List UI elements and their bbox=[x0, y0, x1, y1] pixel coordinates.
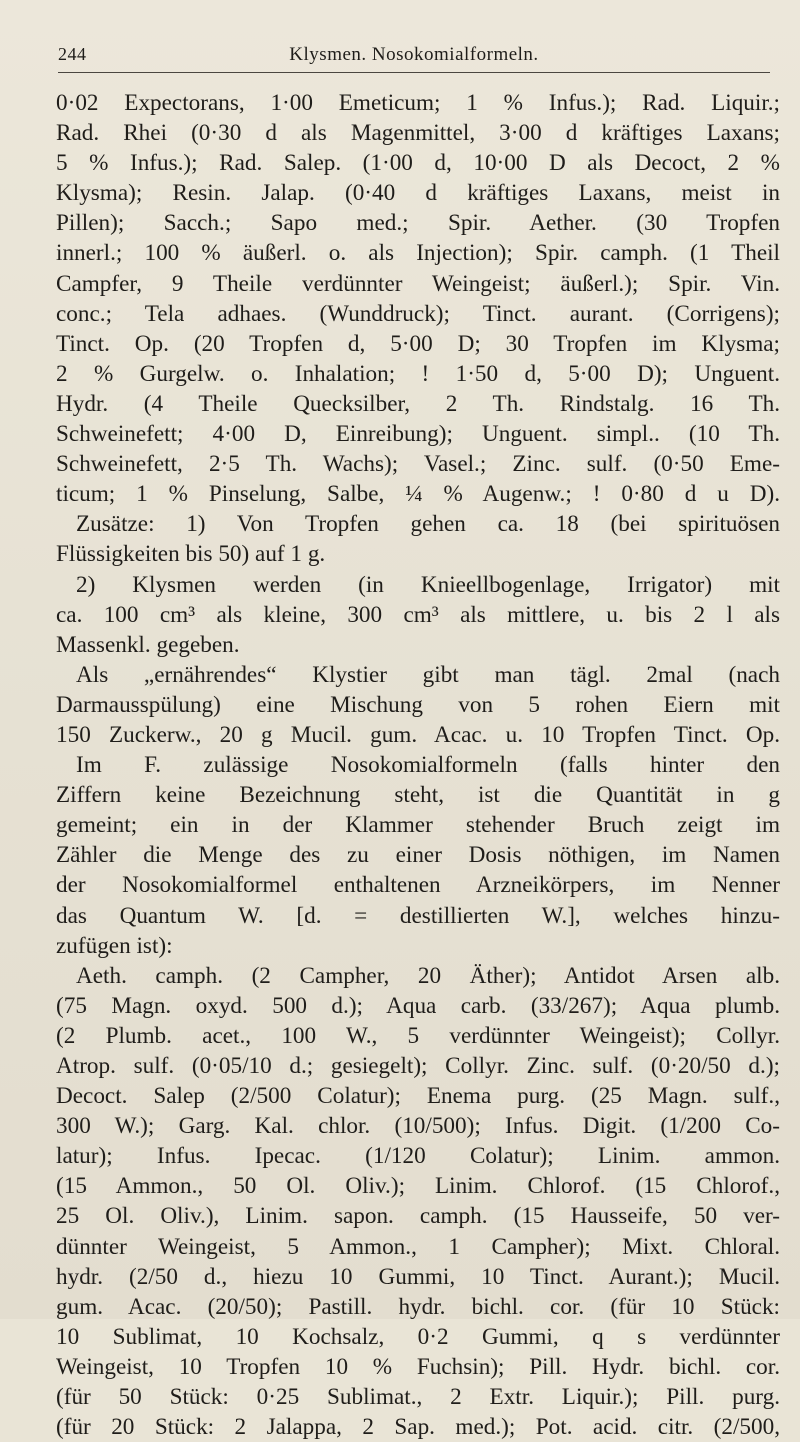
text-line: Weingeist, 10 Tropfen 10 % Fuchsin); Pill. Hydr. bichl. cor. bbox=[56, 1353, 780, 1380]
text-line: Decoct. Salep (2/500 Colatur); Enema purg. (25 Magn. sulf., bbox=[56, 1083, 780, 1110]
text-line: Im F. zulässige Nosokomialformeln (falls hinter den bbox=[76, 752, 780, 779]
text-line: Flüssigkeiten bis 50) auf 1 g. bbox=[56, 541, 326, 568]
text-line: Pillen); Sacch.; Sapo med.; Spir. Aether. (30 Tropfen bbox=[56, 210, 780, 237]
text-line: (75 Magn. oxyd. 500 d.); Aqua carb. (33/267); Aqua plumb. bbox=[56, 992, 780, 1019]
text-line: 2 % Gurgelw. o. Inhalation; ! 1·50 d, 5·00 D); Unguent. bbox=[56, 360, 780, 387]
text-line: ca. 100 cm³ als kleine, 300 cm³ als mittlere, u. bis 2 l als bbox=[56, 601, 780, 628]
text-line: (für 20 Stück: 2 Jalappa, 2 Sap. med.); Pot. acid. citr. (2/500, bbox=[56, 1414, 780, 1441]
text-line: Campfer, 9 Theile verdünnter Weingeist; äußerl.); Spir. Vin. bbox=[56, 270, 780, 297]
running-title: Klysmen. Nosokomialformeln. bbox=[289, 44, 539, 65]
body-text bbox=[56, 88, 780, 1442]
text-line: (2 Plumb. acet., 100 W., 5 verdünnter Weingeist); Collyr. bbox=[56, 1022, 780, 1049]
text-line: (für 50 Stück: 0·25 Sublimat., 2 Extr. Liquir.); Pill. purg. bbox=[56, 1384, 780, 1411]
text-line: das Quantum W. [d. = destillierten W.], welches hinzu- bbox=[56, 902, 780, 929]
text-line: Rad. Rhei (0·30 d als Magenmittel, 3·00 d kräftiges Laxans; bbox=[56, 120, 780, 147]
text-line: der Nosokomialformel enthaltenen Arzneikörpers, im Nenner bbox=[56, 872, 780, 899]
text-line: hydr. (2/50 d., hiezu 10 Gummi, 10 Tinct. Aurant.); Mucil. bbox=[56, 1263, 780, 1290]
text-line: 10 Sublimat, 10 Kochsalz, 0·2 Gummi, q s verdünnter bbox=[56, 1323, 780, 1350]
text-line: 150 Zuckerw., 20 g Mucil. gum. Acac. u. 10 Tropfen Tinct. Op. bbox=[56, 721, 780, 748]
text-line: gum. Acac. (20/50); Pastill. hydr. bichl. cor. (für 10 Stück: bbox=[56, 1293, 780, 1320]
text-line: 300 W.); Garg. Kal. chlor. (10/500); Infus. Digit. (1/200 Co- bbox=[56, 1113, 780, 1140]
text-line: Schweinefett, 2·5 Th. Wachs); Vasel.; Zinc. sulf. (0·50 Eme- bbox=[56, 451, 780, 478]
text-line: Darmausspülung) eine Mischung von 5 rohen Eiern mit bbox=[56, 691, 780, 718]
text-line: Klysma); Resin. Jalap. (0·40 d kräftiges Laxans, meist in bbox=[56, 180, 780, 207]
text-line: conc.; Tela adhaes. (Wunddruck); Tinct. aurant. (Corrigens); bbox=[56, 300, 780, 327]
text-line: (15 Ammon., 50 Ol. Oliv.); Linim. Chlorof. (15 Chlorof., bbox=[56, 1173, 780, 1200]
text-line: latur); Infus. Ipecac. (1/120 Colatur); Linim. ammon. bbox=[56, 1143, 780, 1170]
text-line: Hydr. (4 Theile Quecksilber, 2 Th. Rindstalg. 16 Th. bbox=[56, 390, 780, 417]
text-line: Zusätze: 1) Von Tropfen gehen ca. 18 (bei spirituösen bbox=[76, 511, 780, 538]
text-line: Atrop. sulf. (0·05/10 d.; gesiegelt); Collyr. Zinc. sulf. (0·20/50 d.); bbox=[56, 1053, 780, 1079]
text-line: Tinct. Op. (20 Tropfen d, 5·00 D; 30 Tropfen im Klysma; bbox=[56, 330, 780, 357]
text-line: innerl.; 100 % äußerl. o. als Injection); Spir. camph. (1 Theil bbox=[56, 240, 780, 267]
page-header bbox=[58, 36, 770, 73]
text-line: Als „ernährendes“ Klystier gibt man tägl. 2mal (nach bbox=[76, 661, 780, 688]
text-line: Aeth. camph. (2 Campher, 20 Äther); Antidot Arsen alb. bbox=[76, 962, 780, 989]
text-line: Massenkl. gegeben. bbox=[56, 631, 240, 658]
page-number: 244 bbox=[58, 44, 87, 64]
text-line: Schweinefett; 4·00 D, Einreibung); Unguent. simpl.. (10 Th. bbox=[56, 421, 780, 448]
text-line: 25 Ol. Oliv.), Linim. sapon. camph. (15 Hausseife, 50 ver- bbox=[56, 1203, 780, 1230]
text-line: 2) Klysmen werden (in Knieellbogenlage, Irrigator) mit bbox=[76, 571, 780, 598]
text-line: Ziffern keine Bezeichnung steht, ist die Quantität in g bbox=[56, 782, 780, 809]
text-line: 0·02 Expectorans, 1·00 Emeticum; 1 % Infus.); Rad. Liquir.; bbox=[56, 90, 780, 116]
text-line: zufügen ist): bbox=[56, 932, 173, 959]
text-line: gemeint; ein in der Klammer stehender Bruch zeigt im bbox=[56, 812, 780, 839]
text-line: Zähler die Menge des zu einer Dosis nöthigen, im Namen bbox=[56, 842, 780, 869]
text-line: 5 % Infus.); Rad. Salep. (1·00 d, 10·00 D als Decoct, 2 % bbox=[56, 150, 780, 177]
text-line: ticum; 1 % Pinselung, Salbe, ¼ % Augenw.; ! 0·80 d u D). bbox=[56, 481, 780, 508]
text-line: dünnter Weingeist, 5 Ammon., 1 Campher); Mixt. Chloral. bbox=[56, 1233, 780, 1260]
